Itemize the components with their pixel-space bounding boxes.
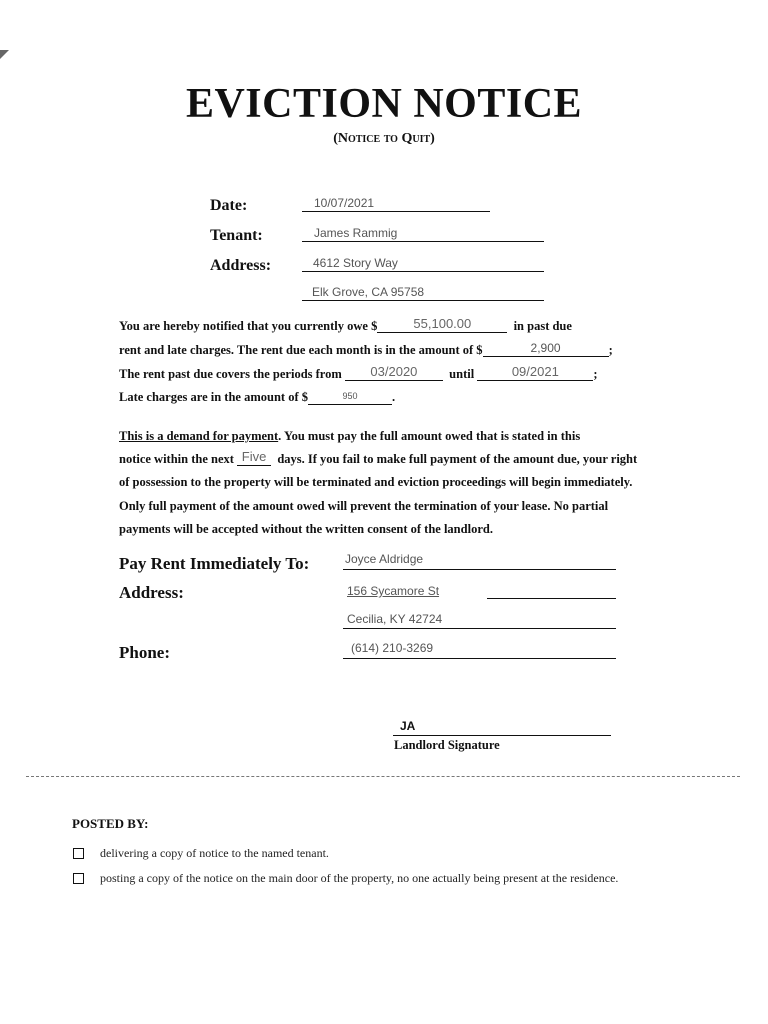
pay-to-address-field-1[interactable]: 156 Sycamore St xyxy=(347,584,440,598)
period-until-field[interactable]: 09/2021 xyxy=(511,364,559,379)
date-label: Date: xyxy=(210,197,248,214)
monthly-rent-line: rent and late charges. The rent due each month is in the amount of $ 2,900 ; xyxy=(119,341,613,357)
pay-to-address-line-2 xyxy=(343,628,616,629)
date-line xyxy=(302,211,490,212)
tenant-field[interactable]: James Rammig xyxy=(314,226,398,240)
document-title: EVICTION NOTICE xyxy=(185,81,583,127)
signature-label: Landlord Signature xyxy=(394,738,500,752)
phone-field[interactable]: (614) 210-3269 xyxy=(351,641,434,655)
address-field-2[interactable]: Elk Grove, CA 95758 xyxy=(312,285,425,299)
tenant-label: Tenant: xyxy=(210,227,263,244)
pay-to-label: Pay Rent Immediately To: xyxy=(119,554,310,573)
demand-line-1: This is a demand for payment. You must pay the full amount owed that is stated in this xyxy=(119,429,581,443)
phone-label: Phone: xyxy=(119,643,170,662)
amount-owed-field[interactable]: 55,100.00 xyxy=(413,316,472,331)
pay-to-address-label: Address: xyxy=(119,583,184,602)
pay-to-line xyxy=(343,569,616,570)
demand-line-2: notice within the next Five days. If you fail to make full payment of the amount due, your right xyxy=(119,449,638,466)
days-field[interactable]: Five xyxy=(241,449,267,464)
period-from-field[interactable]: 03/2020 xyxy=(370,364,418,379)
checkbox-delivered[interactable] xyxy=(73,848,84,859)
monthly-rent-field[interactable]: 2,900 xyxy=(530,341,561,355)
address-line-1 xyxy=(302,271,544,272)
address-field-1[interactable]: 4612 Story Way xyxy=(313,256,398,270)
date-field[interactable]: 10/07/2021 xyxy=(314,196,375,210)
late-charges-line: Late charges are in the amount of $ 950 . xyxy=(119,390,396,404)
checkbox-posted-door[interactable] xyxy=(73,873,84,884)
document-subtitle: (Notice to Quit) xyxy=(333,131,435,146)
period-line: The rent past due covers the periods from 03/2020 until 09/2021 ; xyxy=(119,364,598,381)
option-posted-door-label: posting a copy of the notice on the main door of the property, no one actually being present at the residence. xyxy=(100,871,619,885)
late-charges-field[interactable]: 950 xyxy=(342,391,358,401)
pay-to-address-line-1 xyxy=(487,598,616,599)
amount-owed-line: You are hereby notified that you currently owe $ 55,100.00 in past due xyxy=(119,316,572,333)
signature-field[interactable]: JA xyxy=(400,719,416,733)
pay-to-name-field[interactable]: Joyce Aldridge xyxy=(345,552,424,566)
demand-line-4: Only full payment of the amount owed will prevent the termination of your lease. No partial xyxy=(119,499,609,513)
posted-by-label: POSTED BY: xyxy=(72,816,149,831)
address-line-2 xyxy=(302,300,544,301)
cut-line-divider xyxy=(26,776,740,777)
page-corner-mark xyxy=(0,50,9,59)
demand-line-3: of possession to the property will be terminated and eviction proceedings will begin immediately. xyxy=(119,475,633,489)
address-label: Address: xyxy=(210,257,272,274)
pay-to-address-field-2[interactable]: Cecilia, KY 42724 xyxy=(347,612,443,626)
signature-line xyxy=(393,735,611,736)
demand-line-5: payments will be accepted without the written consent of the landlord. xyxy=(119,522,493,536)
tenant-line xyxy=(302,241,544,242)
option-delivered-label: delivering a copy of notice to the named tenant. xyxy=(100,846,329,860)
phone-line xyxy=(343,658,616,659)
